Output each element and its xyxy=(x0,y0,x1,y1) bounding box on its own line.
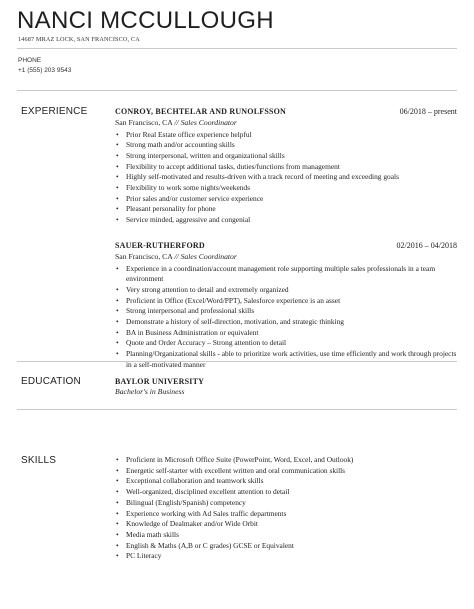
job-subline xyxy=(115,252,457,263)
job-company: SAUER-RUTHERFORD xyxy=(115,241,205,250)
job-dates: 06/2018 – present xyxy=(399,107,457,116)
candidate-address: 14687 MRAZ LOCK, SAN FRANCISCO, CA xyxy=(18,36,140,43)
bullet-item: • Experience in a coordination/account management role supporting multiple sales professionals in a team environment xyxy=(125,264,457,285)
bullet-item: • Highly self-motivated and results-driven with a track record of meeting and exceeding goals xyxy=(125,172,457,183)
skills-list xyxy=(115,455,457,562)
skill-item: • PC Literacy xyxy=(125,551,457,562)
bullet-item: • Service minded, aggressive and congenial xyxy=(125,215,457,226)
skill-item: • Bilingual (English/Spanish) competency xyxy=(125,498,457,509)
contact-divider xyxy=(17,90,457,91)
job-bullets xyxy=(115,264,457,371)
education-degree: Bachelor's in Business xyxy=(115,387,185,396)
skills-heading: SKILLS xyxy=(21,455,57,466)
job-subline xyxy=(115,118,457,129)
bullet-item: • Planning/Organizational skills - able to prioritize work activities, use time efficiently and work through projects in a self-motivated manner xyxy=(125,349,457,370)
bullet-item: • Prior Real Estate office experience helpful xyxy=(125,130,457,141)
job-location: San Francisco, CA xyxy=(115,252,173,261)
job-entry xyxy=(115,240,457,371)
job-entry xyxy=(115,106,457,226)
phone-value: +1 (555) 203 9543 xyxy=(18,67,72,74)
skill-item: • Energetic self-starter with excellent written and oral communication skills xyxy=(125,466,457,477)
job-bullets xyxy=(115,130,457,226)
experience-divider xyxy=(17,361,457,362)
job-company: CONROY, BECHTELAR AND RUNOLFSSON xyxy=(115,107,287,116)
skill-item: • Well-organized, disciplined excellent attention to detail xyxy=(125,487,457,498)
bullet-item: • Demonstrate a history of self-direction, motivation, and strategic thinking xyxy=(125,317,457,328)
bullet-item: • Quote and Order Accuracy – Strong attention to detail xyxy=(125,338,457,349)
job-separator: // xyxy=(174,118,179,127)
bullet-item: • BA in Business Administration or equivalent xyxy=(125,328,457,339)
bullet-item: • Strong interpersonal, written and organizational skills xyxy=(125,151,457,162)
bullet-item: • Very strong attention to detail and extremely organized xyxy=(125,285,457,296)
skill-item: • Knowledge of Dealmaker and/or Wide Orbit xyxy=(125,519,457,530)
experience-heading: EXPERIENCE xyxy=(21,106,88,117)
bullet-item: • Pleasant personality for phone xyxy=(125,204,457,215)
skill-item: • English & Maths (A,B or C grades) GCSE or Equivalent xyxy=(125,541,457,552)
bullet-item: • Flexibility to work some nights/weekends xyxy=(125,183,457,194)
education-entry xyxy=(115,376,457,398)
header-divider xyxy=(17,48,457,49)
education-heading: EDUCATION xyxy=(21,376,81,387)
skill-item: • Experience working with Ad Sales traffic departments xyxy=(125,509,457,520)
bullet-item: • Strong math and/or accounting skills xyxy=(125,140,457,151)
candidate-name: NANCI MCCULLOUGH xyxy=(17,7,274,34)
job-role: Sales Coordinator xyxy=(180,252,237,261)
job-location: San Francisco, CA xyxy=(115,118,173,127)
job-separator: // xyxy=(174,252,179,261)
phone-label: PHONE xyxy=(18,57,42,64)
bullet-item: • Flexibility to accept additional tasks, duties/functions from management xyxy=(125,162,457,173)
education-school: BAYLOR UNIVERSITY xyxy=(115,377,205,386)
job-dates: 02/2016 – 04/2018 xyxy=(396,241,457,250)
bullet-item: • Proficient in Office (Excel/Word/PPT), Salesforce experience is an asset xyxy=(125,296,457,307)
bullet-item: • Prior sales and/or customer service experience xyxy=(125,194,457,205)
skills-entry xyxy=(115,455,457,562)
job-role: Sales Coordinator xyxy=(180,118,237,127)
skill-item: • Exceptional collaboration and teamwork skills xyxy=(125,476,457,487)
bullet-item: • Strong interpersonal and professional skills xyxy=(125,306,457,317)
skill-item: • Media math skills xyxy=(125,530,457,541)
education-divider xyxy=(17,409,457,410)
skill-item: • Proficient in Microsoft Office Suite (PowerPoint, Word, Excel, and Outlook) xyxy=(125,455,457,466)
